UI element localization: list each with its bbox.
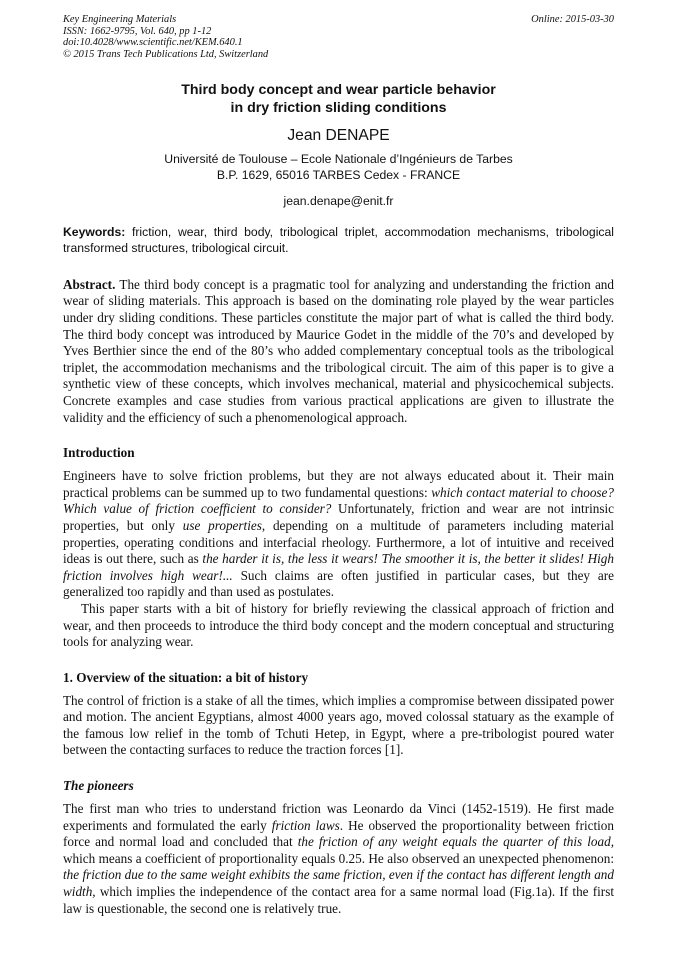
introduction-paragraph-1 bbox=[63, 468, 614, 601]
journal-name: Key Engineering Materials bbox=[63, 14, 177, 25]
paper-title bbox=[63, 81, 614, 118]
affiliation-line-1: Université de Toulouse – Ecole Nationale d’Ingénieurs de Tarbes bbox=[164, 151, 513, 166]
text-run: Engineers have to solve friction problems, but they are not always educated about it. Their main practical problems can be summed up to two fundamental questions: bbox=[63, 468, 614, 500]
pioneers-paragraph bbox=[63, 801, 614, 917]
paper-page bbox=[63, 14, 614, 917]
journal-info bbox=[63, 14, 268, 61]
pioneers-heading: The pioneers bbox=[63, 778, 134, 794]
keywords bbox=[63, 224, 614, 257]
introduction-paragraph-2: This paper starts with a bit of history for briefly reviewing the classical approach of friction and wear, and then proceeds to introduce the third body concept and the modern conceptual and structuring tools for analyzing wear. bbox=[63, 600, 614, 650]
text-run: which means a coefficient of proportionality equals 0.25. He also observed an unexpected phenomenon: bbox=[63, 850, 614, 866]
abstract-label: Abstract. bbox=[63, 276, 116, 292]
text-run: , depending on a multitude of parameters including material properties, operating conditions and interfacial rheology. Furthermore, a lot of intuitive and received ideas is out there, such as bbox=[63, 517, 614, 567]
affiliation-line-2: B.P. 1629, 65016 TARBES Cedex - FRANCE bbox=[216, 168, 461, 183]
online-date: Online: 2015-03-30 bbox=[531, 14, 614, 25]
text-run: Unfortunately, friction and wear are not intrinsic properties, but only bbox=[63, 501, 614, 533]
keywords-label: Keywords: bbox=[63, 225, 126, 239]
affiliation bbox=[63, 151, 614, 184]
text-run: The first man who tries to understand friction was Leonardo da Vinci (1452-1519). He first made experiments and formulated the early bbox=[63, 801, 614, 833]
title-line-1: Third body concept and wear particle behavior bbox=[181, 81, 496, 98]
text-run: . He observed the proportionality between friction force and normal load and concluded that bbox=[63, 817, 614, 850]
text-run-italic: the friction due to the same weight exhibits the same friction, even if the contact has different length and width, bbox=[63, 867, 614, 900]
text-run-italic: which contact material to choose? Which value of friction coefficient to consider? bbox=[63, 484, 614, 517]
text-run-italic: friction laws bbox=[271, 817, 340, 833]
text-run: which implies the independence of the contact area for a same normal load (Fig.1a). If the first law is questionable, the second one is relatively true. bbox=[63, 884, 614, 916]
journal-copyright: © 2015 Trans Tech Publications Ltd, Switzerland bbox=[63, 49, 269, 61]
keywords-text: friction, wear, third body, tribological triplet, accommodation mechanisms, tribological transformed structures, tribological circuit. bbox=[63, 225, 614, 256]
abstract-text: The third body concept is a pragmatic tool for analyzing and understanding the friction and wear of sliding materials. This approach is based on the dominating role played by the wear particles under dry sliding conditions. These particles constitute the major part of what is called the third body. The third body concept was introduced by Maurice Godet in the middle of the 70’s and developed by Yves Berthier since the end of the 80’s who added complementary conceptual tools as the tribological triplet, the accommodation mechanisms and the tribological circuit. The aim of this paper is to give a synthetic view of these concepts, which involves mechanical, material and physicochemical subjects. Concrete examples and case studies from various practical applications are given to illustrate the validity and the efficiency of such a phenomenological approach. bbox=[63, 276, 614, 425]
journal-issn: ISSN: 1662-9795, Vol. 640, pp 1-12 bbox=[63, 25, 212, 37]
introduction-heading: Introduction bbox=[63, 445, 135, 461]
journal-header bbox=[63, 14, 614, 61]
text-run-italic: the harder it is, the less it wears! The smoother it is, the better it slides! High friction involves high wear!... bbox=[63, 551, 614, 583]
title-line-2: in dry friction sliding conditions bbox=[230, 100, 447, 117]
author-email[interactable]: jean.denape@enit.fr bbox=[283, 194, 394, 208]
section-1-paragraph: The control of friction is a stake of all the times, which implies a compromise between dissipated power and motion. The ancient Egyptians, almost 4000 years ago, moved colossal statuary as the example of the famous low relief in the tomb of Tchuti Hetep, in Egypt, where a pre-tribologist poured water between the contacting surfaces to reduce the traction forces [1]. bbox=[63, 692, 614, 758]
text-run-italic: use properties bbox=[182, 517, 262, 533]
author-name: Jean DENAPE bbox=[287, 126, 390, 144]
text-run-italic: the friction of any weight equals the quarter of this load, bbox=[297, 834, 614, 850]
section-1-heading: 1. Overview of the situation: a bit of history bbox=[63, 669, 309, 685]
text-run: Such claims are often justified in particular cases, but they are generalized too rapidly and than used as postulates. bbox=[63, 567, 614, 600]
journal-doi[interactable]: doi:10.4028/www.scientific.net/KEM.640.1 bbox=[63, 37, 243, 49]
abstract bbox=[63, 277, 614, 426]
